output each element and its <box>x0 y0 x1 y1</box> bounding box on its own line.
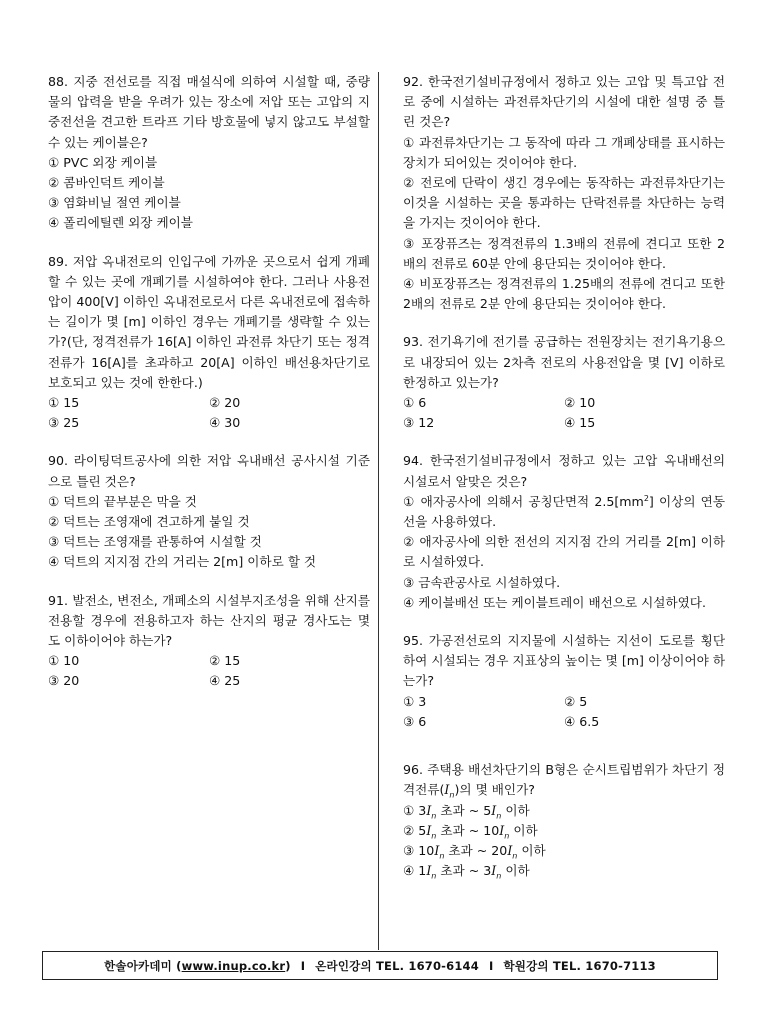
symbol-n: n <box>504 831 510 841</box>
symbol-n: n <box>496 811 502 821</box>
option-text: ④ 1 <box>403 863 427 879</box>
question-stem: 89. 저압 옥내전로의 인입구에 가까운 곳으로서 쉽게 개폐할 수 있는 곳에 개폐기를 시설하여야 한다. 그러나 사용전압이 400[V] 이하인 옥내전로로서 다른 옥내전로에 접속하는 길이가 몇 [m] 이하인 경우는 개폐기를 생략할 수 있는가?(단, 정격전류가 16[A] 이하인 과전류 차단기 또는 정격전류가 16[A]를 초과하고 20[A] 이하인 배선용차단기로 보호되고 있는 것에 한한다.) <box>48 253 370 390</box>
option: ④ 6.5 <box>564 713 600 729</box>
separator: I <box>300 958 306 973</box>
superscript: 2 <box>643 493 649 503</box>
left-column <box>48 72 370 704</box>
question-90 <box>48 451 370 572</box>
stem-text: )의 몇 배인가? <box>454 782 535 798</box>
option-row <box>48 671 370 691</box>
option-text: 초과 ~ 20 <box>444 842 508 858</box>
option: ① 6 <box>403 395 427 411</box>
option-text: ① 애자공사에 의해서 공칭단면적 2.5[mm <box>403 493 644 509</box>
option: ③ 25 <box>48 415 80 431</box>
option: ① 10 <box>48 653 80 669</box>
option-text: ③ 10 <box>403 842 435 858</box>
symbol-I: I <box>444 782 450 798</box>
question-stem: 90. 라이팅덕트공사에 의한 저압 옥내배선 공사시설 기준으로 틀린 것은? <box>48 453 370 489</box>
question-88 <box>48 72 370 234</box>
option: ④ 폴리에틸렌 외장 케이블 <box>48 215 193 231</box>
option: ① 덕트의 끝부분은 막을 것 <box>48 493 197 509</box>
symbol-n: n <box>431 871 437 881</box>
academy-name: 한솔아카데미 ( <box>104 958 182 973</box>
option-text: 이하 <box>501 863 530 879</box>
option: ③ 12 <box>403 415 435 431</box>
question-stem: 94. 한국전기설비규정에서 정하고 있는 고압 옥내배선의 시설로서 알맞은 것은? <box>403 453 725 489</box>
rated-current-symbol <box>444 782 455 800</box>
rated-current-symbol <box>507 842 518 861</box>
option: ③ 염화비닐 절연 케이블 <box>48 195 181 211</box>
question-stem: 95. 가공전선로의 지지물에 시설하는 지선이 도로를 횡단하여 시설되는 경우 지표상의 높이는 몇 [m] 이상이어야 하는가? <box>403 633 725 689</box>
question-96 <box>403 760 725 881</box>
question-92 <box>403 72 725 314</box>
question-89 <box>48 252 370 434</box>
option-text: 이하 <box>517 842 546 858</box>
question-stem <box>403 760 725 800</box>
option-text: ② 5 <box>403 822 427 838</box>
option: ① 3 <box>403 693 427 709</box>
option-text: ] 이상의 연동선을 사용하였다. <box>403 493 726 530</box>
question-95 <box>403 631 725 732</box>
question-94 <box>403 451 725 613</box>
symbol-n: n <box>512 851 518 861</box>
option: ④ 30 <box>209 415 241 431</box>
option: ① PVC 외장 케이블 <box>48 154 158 170</box>
question-93 <box>403 332 725 433</box>
symbol-n: n <box>431 831 437 841</box>
symbol-I: I <box>426 822 432 838</box>
option-text: 이하 <box>509 822 538 838</box>
option: ④ 덕트의 지지점 간의 거리는 2[m] 이하로 할 것 <box>48 554 317 570</box>
option-text: 초과 ~ 5 <box>436 802 492 818</box>
option-row <box>48 413 370 433</box>
offline-tel: 학원강의 TEL. 1670-7113 <box>503 958 656 973</box>
symbol-I: I <box>507 842 513 858</box>
rated-current-symbol <box>426 802 437 821</box>
question-91 <box>48 591 370 692</box>
symbol-I: I <box>491 863 497 879</box>
rated-current-symbol <box>426 863 437 881</box>
rated-current-symbol <box>491 802 502 821</box>
option-text: 초과 ~ 3 <box>436 863 492 879</box>
option: ② 10 <box>564 395 596 411</box>
option: ① 15 <box>48 395 80 411</box>
option: ④ 25 <box>209 673 241 689</box>
option: ② 15 <box>209 653 241 669</box>
option <box>403 801 725 821</box>
question-stem: 92. 한국전기설비규정에서 정하고 있는 고압 및 특고압 전로 중에 시설하는 과전류차단기의 시설에 대한 설명 중 틀린 것은? <box>403 74 725 130</box>
right-column <box>403 72 725 893</box>
symbol-I: I <box>434 842 440 858</box>
online-tel: 온라인강의 TEL. 1670-6144 <box>315 958 479 973</box>
option: ② 전로에 단락이 생긴 경우에는 동작하는 과전류차단기는 이것을 시설하는 곳을 통과하는 단락전류를 차단하는 능력을 가지는 것이어야 한다. <box>403 175 725 231</box>
symbol-n: n <box>439 851 445 861</box>
symbol-n: n <box>449 790 455 800</box>
option: ① 과전류차단기는 그 동작에 따라 그 개폐상태를 표시하는 장치가 되어있는 것이어야 한다. <box>403 134 725 170</box>
footer-bar <box>42 951 718 980</box>
option: ④ 비포장퓨즈는 정격전류의 1.25배의 전류에 견디고 또한 2배의 전류로 2분 안에 용단되는 것이어야 한다. <box>403 276 725 312</box>
rated-current-symbol <box>426 822 437 841</box>
option-row <box>403 413 725 433</box>
symbol-I: I <box>426 863 432 879</box>
separator: I <box>488 958 494 973</box>
rated-current-symbol <box>491 863 502 881</box>
column-divider <box>378 72 379 950</box>
option: ④ 15 <box>564 415 596 431</box>
academy-close: ) <box>285 958 291 973</box>
option-text: ① 3 <box>403 802 427 818</box>
option-text: 초과 ~ 10 <box>436 822 500 838</box>
symbol-I: I <box>499 822 505 838</box>
option <box>403 821 725 841</box>
option-text: 이하 <box>501 802 530 818</box>
rated-current-symbol <box>499 822 510 841</box>
question-stem: 88. 지중 전선로를 직접 매설식에 의하여 시설할 때, 중량물의 압력을 받을 우려가 있는 장소에 저압 또는 고압의 지중전선을 견고한 트라프 기타 방호물에 넣지 않고도 부설할 수 있는 케이블은? <box>48 74 370 150</box>
option-row <box>48 393 370 413</box>
option: ③ 20 <box>48 673 80 689</box>
symbol-I: I <box>426 802 432 818</box>
option <box>403 492 725 532</box>
stem-text: 96. 주택용 배선차단기의 B형은 순시트립범위가 차단기 정격전류( <box>403 762 725 798</box>
option <box>403 841 725 861</box>
question-stem: 91. 발전소, 변전소, 개폐소의 시설부지조성을 위해 산지를 전용할 경우에 전용하고자 하는 산지의 평균 경사도는 몇 도 이하이어야 하는가? <box>48 592 370 649</box>
question-stem: 93. 전기욕기에 전기를 공급하는 전원장치는 전기욕기용으로 내장되어 있는 2차측 전로의 사용전압을 몇 [V] 이하로 한정하고 있는가? <box>403 334 725 390</box>
option: ② 애자공사에 의한 전선의 지지점 간의 거리를 2[m] 이하로 시설하였다. <box>403 534 725 570</box>
option: ③ 덕트는 조영재를 관통하여 시설할 것 <box>48 534 262 550</box>
option-row <box>403 712 725 732</box>
option-row <box>403 692 725 712</box>
option: ③ 6 <box>403 713 427 729</box>
symbol-I: I <box>491 802 497 818</box>
option-row <box>403 393 725 413</box>
symbol-n: n <box>431 811 437 821</box>
option: ② 5 <box>564 693 588 709</box>
option: ④ 케이블배선 또는 케이블트레이 배선으로 시설하였다. <box>403 594 706 610</box>
option: ③ 금속관공사로 시설하였다. <box>403 574 561 590</box>
rated-current-symbol <box>434 842 445 861</box>
option: ③ 포장퓨즈는 정격전류의 1.3배의 전류에 견디고 또한 2배의 전류로 60분 안에 용단되는 것이어야 한다. <box>403 235 725 271</box>
option: ② 콤바인덕트 케이블 <box>48 175 165 191</box>
option-row <box>48 651 370 671</box>
option: ② 20 <box>209 395 241 411</box>
website-link[interactable]: www.inup.co.kr <box>181 958 286 973</box>
option <box>403 861 725 881</box>
symbol-n: n <box>496 871 502 881</box>
option: ② 덕트는 조영재에 견고하게 붙일 것 <box>48 514 250 530</box>
